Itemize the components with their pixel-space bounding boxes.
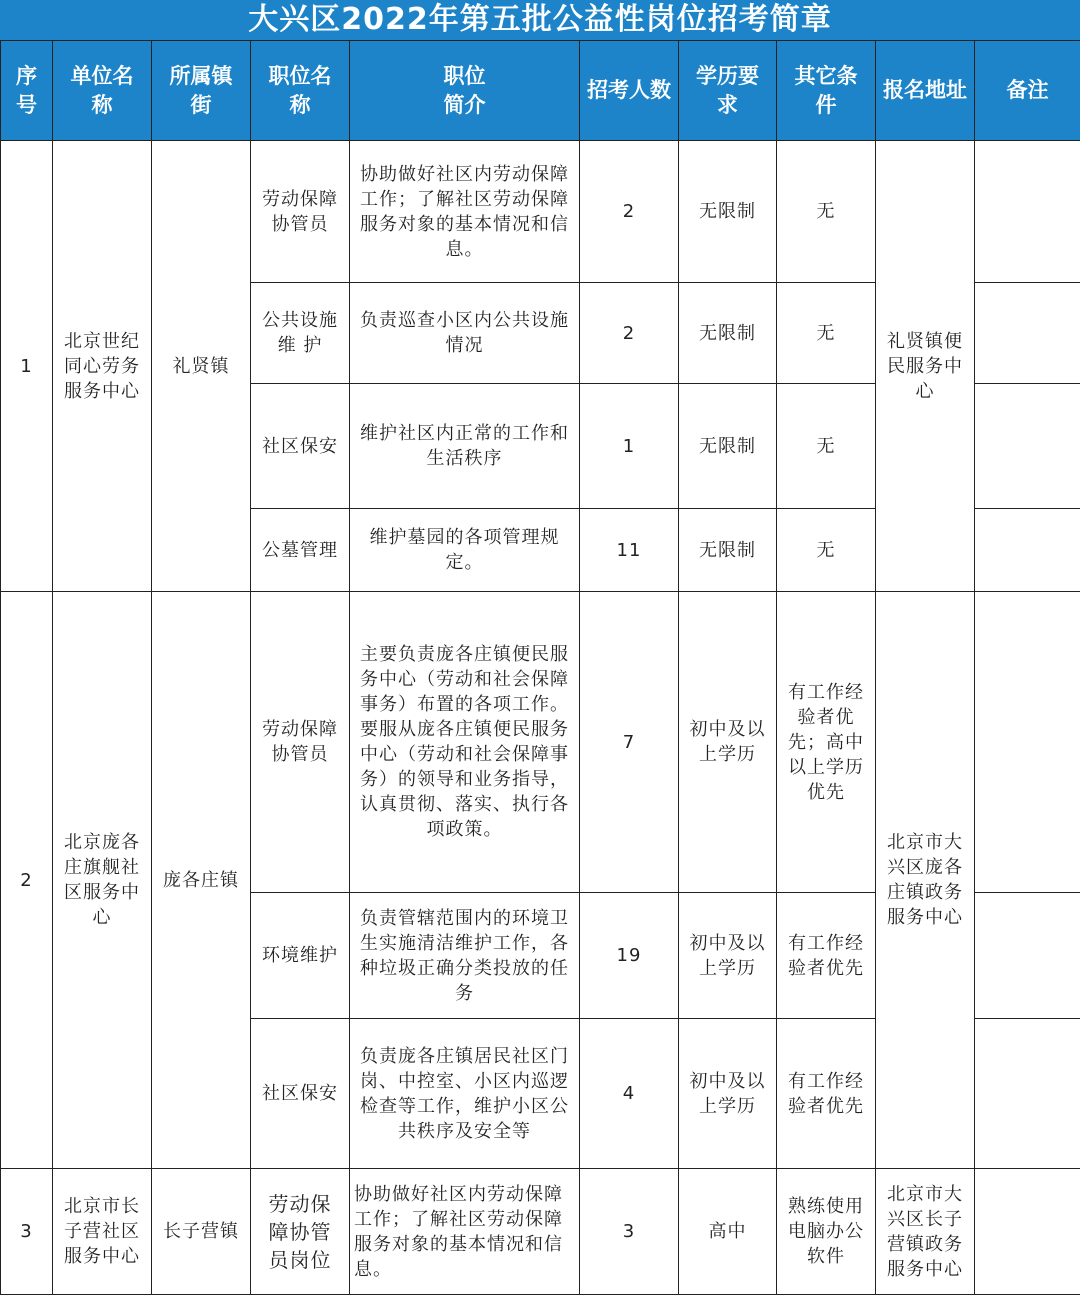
cell-unit: 北京庞各庄旗舰社区服务中心 (53, 592, 152, 1169)
cell-count: 3 (580, 1169, 679, 1295)
header-position: 职位名称 (251, 41, 350, 141)
cell-seq: 1 (1, 141, 53, 592)
cell-intro: 协助做好社区内劳动保障工作；了解社区劳动保障服务对象的基本情况和信息。 (350, 141, 580, 283)
header-row (1, 41, 1080, 141)
table-row (1, 1169, 1080, 1295)
cell-education: 初中及以上学历 (679, 592, 777, 893)
header-seq: 序号 (1, 41, 53, 141)
cell-intro: 负责管辖范围内的环境卫生实施清洁维护工作，各种垃圾正确分类投放的任务 (350, 893, 580, 1019)
cell-intro: 维护社区内正常的工作和生活秩序 (350, 384, 580, 509)
cell-position: 社区保安 (251, 1019, 350, 1169)
cell-count: 1 (580, 384, 679, 509)
cell-town: 长子营镇 (152, 1169, 251, 1295)
cell-intro: 维护墓园的各项管理规定。 (350, 509, 580, 592)
header-intro: 职位简介 (350, 41, 580, 141)
cell-position: 公共设施维 护 (251, 283, 350, 384)
cell-seq: 3 (1, 1169, 53, 1295)
header-remark: 备注 (975, 41, 1080, 141)
header-other: 其它条件 (777, 41, 876, 141)
cell-count: 19 (580, 893, 679, 1019)
cell-unit: 北京市长子营社区服务中心 (53, 1169, 152, 1295)
cell-position: 劳动保障协管员岗位 (251, 1169, 350, 1295)
cell-town: 礼贤镇 (152, 141, 251, 592)
cell-other: 有工作经验者优先；高中以上学历优先 (777, 592, 876, 893)
header-unit: 单位名称 (53, 41, 152, 141)
table-row (1, 141, 1080, 283)
cell-intro: 协助做好社区内劳动保障工作；了解社区劳动保障服务对象的基本情况和信息。 (350, 1169, 580, 1295)
cell-other: 无 (777, 141, 876, 283)
recruitment-table (0, 40, 1080, 1295)
cell-remark (975, 592, 1080, 893)
cell-other: 无 (777, 509, 876, 592)
cell-education: 初中及以上学历 (679, 1019, 777, 1169)
cell-position: 公墓管理 (251, 509, 350, 592)
cell-remark (975, 893, 1080, 1019)
cell-education: 初中及以上学历 (679, 893, 777, 1019)
cell-position: 劳动保障协管员 (251, 592, 350, 893)
cell-address: 北京市大兴区庞各庄镇政务服务中心 (876, 592, 975, 1169)
cell-other: 有工作经验者优先 (777, 893, 876, 1019)
cell-count: 7 (580, 592, 679, 893)
cell-education: 无限制 (679, 283, 777, 384)
cell-intro: 主要负责庞各庄镇便民服务中心（劳动和社会保障事务）布置的各项工作。要服从庞各庄镇便民服务中心（劳动和社会保障事务）的领导和业务指导，认真贯彻、落实、执行各项政策。 (350, 592, 580, 893)
page-title: 大兴区2022年第五批公益性岗位招考简章 (0, 0, 1080, 40)
cell-remark (975, 509, 1080, 592)
cell-education: 无限制 (679, 141, 777, 283)
cell-unit: 北京世纪同心劳务服务中心 (53, 141, 152, 592)
cell-position: 劳动保障协管员 (251, 141, 350, 283)
cell-address: 礼贤镇便民服务中心 (876, 141, 975, 592)
cell-education: 无限制 (679, 509, 777, 592)
cell-education: 无限制 (679, 384, 777, 509)
cell-count: 2 (580, 283, 679, 384)
cell-education: 高中 (679, 1169, 777, 1295)
cell-address: 北京市大兴区长子营镇政务服务中心 (876, 1169, 975, 1295)
cell-remark (975, 384, 1080, 509)
cell-seq: 2 (1, 592, 53, 1169)
header-town: 所属镇街 (152, 41, 251, 141)
cell-other: 有工作经验者优先 (777, 1019, 876, 1169)
cell-other: 无 (777, 384, 876, 509)
cell-remark (975, 1019, 1080, 1169)
header-count: 招考人数 (580, 41, 679, 141)
cell-remark (975, 141, 1080, 283)
cell-count: 11 (580, 509, 679, 592)
cell-position: 社区保安 (251, 384, 350, 509)
cell-position: 环境维护 (251, 893, 350, 1019)
cell-remark (975, 1169, 1080, 1295)
cell-count: 2 (580, 141, 679, 283)
cell-intro: 负责巡查小区内公共设施情况 (350, 283, 580, 384)
cell-count: 4 (580, 1019, 679, 1169)
cell-other: 无 (777, 283, 876, 384)
cell-intro: 负责庞各庄镇居民社区门岗、中控室、小区内巡逻检查等工作，维护小区公共秩序及安全等 (350, 1019, 580, 1169)
cell-town: 庞各庄镇 (152, 592, 251, 1169)
header-address: 报名地址 (876, 41, 975, 141)
cell-other: 熟练使用电脑办公软件 (777, 1169, 876, 1295)
cell-remark (975, 283, 1080, 384)
table-row (1, 592, 1080, 893)
header-education: 学历要求 (679, 41, 777, 141)
